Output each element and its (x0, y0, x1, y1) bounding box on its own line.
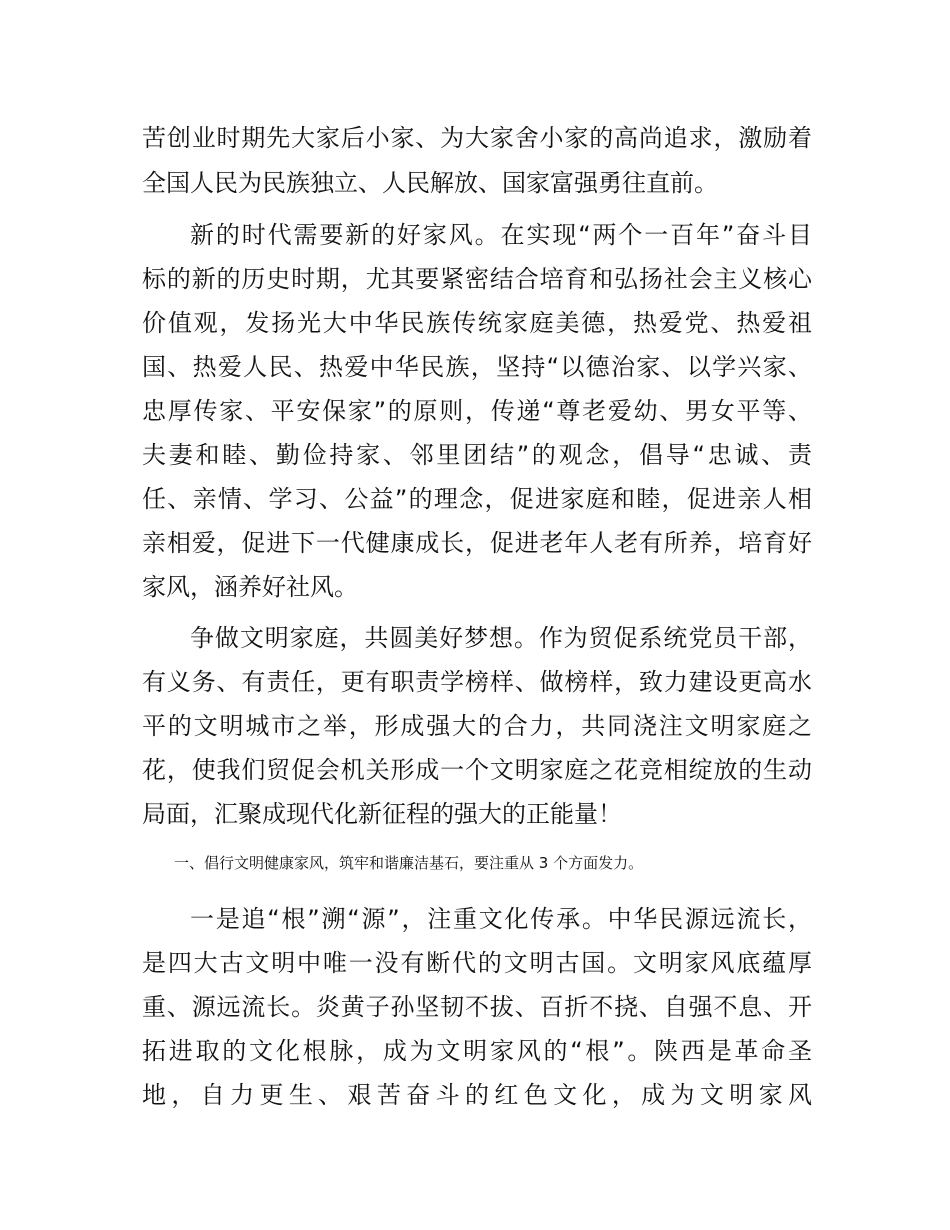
paragraph-line: 国、热爱人民、热爱中华民族，坚持“以德治家、以学兴家、 (142, 353, 812, 381)
paragraph-line: 苦创业时期先大家后小家、为大家舍小家的高尚追求，激励着 (142, 124, 812, 152)
paragraph-line: 新的时代需要新的好家风。在实现“两个一百年”奋斗目 (190, 221, 812, 249)
paragraph-line: 亲相爱，促进下一代健康成长，促进老年人老有所养，培育好 (142, 529, 812, 557)
paragraph-line: 重、源远流长。炎黄子孙坚韧不拔、百折不挠、自强不息、开 (142, 993, 812, 1021)
paragraph-line: 争做文明家庭，共圆美好梦想。作为贸促系统党员干部， (190, 624, 812, 652)
section-subheading: 一、倡行文明健康家风，筑牢和谐廉洁基石，要注重从 3 个方面发力。 (174, 854, 644, 872)
paragraph-line: 是四大古文明中唯一没有断代的文明古国。文明家风底蕴厚 (142, 949, 812, 977)
paragraph-line: 有义务、有责任，更有职责学榜样、做榜样，致力建设更高水 (142, 668, 812, 696)
paragraph-line: 地，自力更生、艰苦奋斗的红色文化，成为文明家风 (142, 1081, 812, 1109)
paragraph-line: 标的新的历史时期，尤其要紧密结合培育和弘扬社会主义核心 (142, 265, 812, 293)
paragraph-line: 价值观，发扬光大中华民族传统家庭美德，热爱党、热爱祖 (142, 309, 812, 337)
paragraph-line: 一是追“根”溯“源”，注重文化传承。中华民源远流长， (190, 905, 812, 933)
paragraph-line: 夫妻和睦、勤俭持家、邻里团结”的观念，倡导“忠诚、责 (142, 441, 812, 469)
paragraph-line: 花，使我们贸促会机关形成一个文明家庭之花竞相绽放的生动 (142, 756, 812, 784)
paragraph-line: 局面，汇聚成现代化新征程的强大的正能量！ (142, 800, 622, 828)
paragraph-line: 全国人民为民族独立、人民解放、国家富强勇往直前。 (142, 169, 718, 197)
paragraph-line: 平的文明城市之举，形成强大的合力，共同浇注文明家庭之 (142, 712, 812, 740)
paragraph-line: 任、亲情、学习、公益”的理念，促进家庭和睦，促进亲人相 (142, 485, 812, 513)
paragraph-line: 拓进取的文化根脉，成为文明家风的“根”。陕西是革命圣 (142, 1037, 812, 1065)
paragraph-line: 忠厚传家、平安保家”的原则，传递“尊老爱幼、男女平等、 (142, 397, 812, 425)
paragraph-line: 家风，涵养好社风。 (142, 573, 358, 601)
